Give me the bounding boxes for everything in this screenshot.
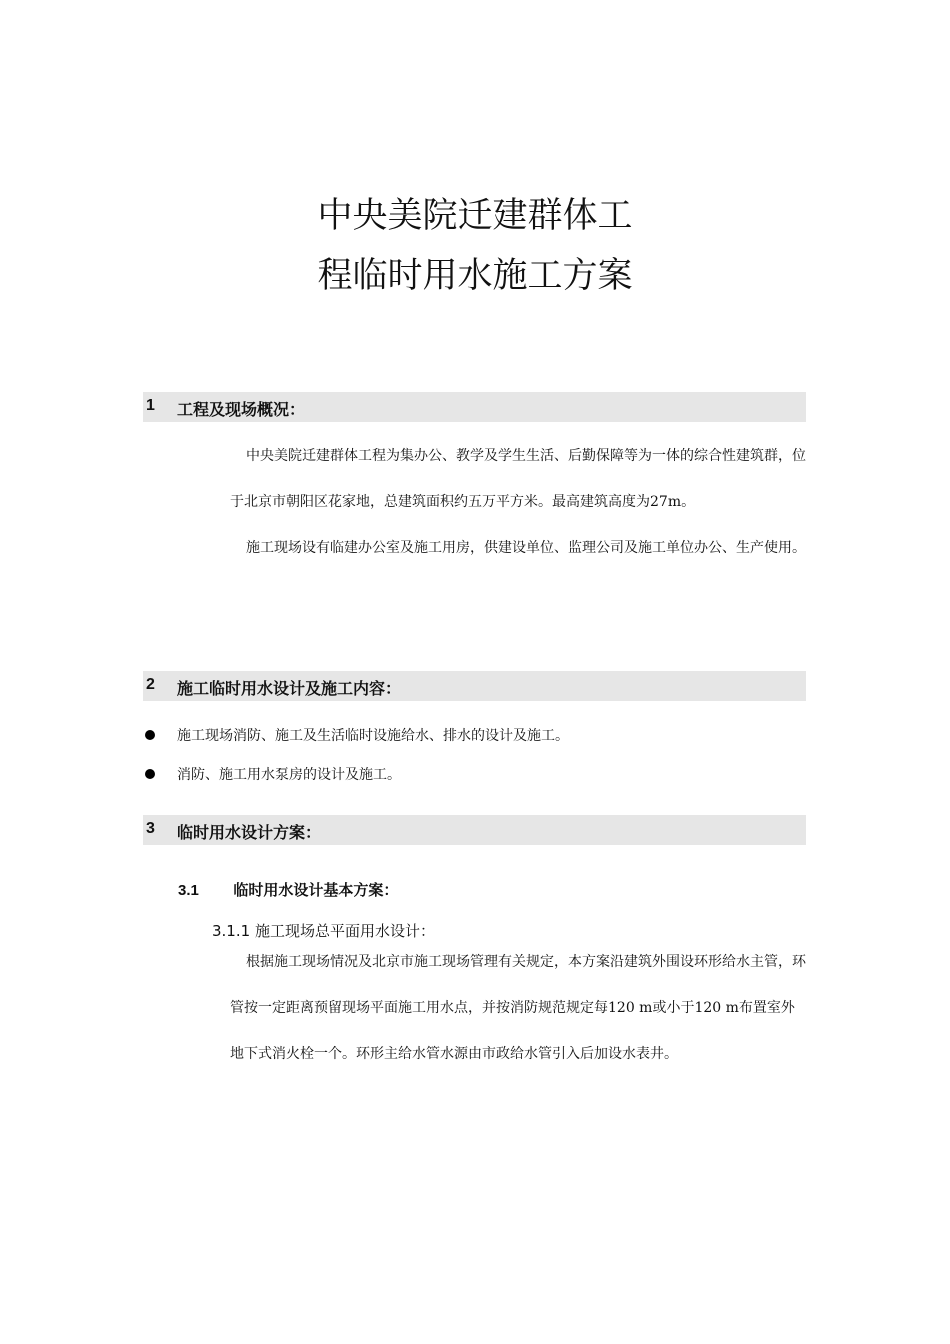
- section-3-heading: [143, 815, 806, 845]
- bullet-dot-icon: [145, 769, 155, 779]
- section-number: 2: [146, 676, 155, 693]
- section-number: 1: [146, 397, 155, 414]
- document-title-line-1: 中央美院迁建群体工: [317, 196, 633, 236]
- subsubsection-title: 施工现场总平面用水设计：: [254, 922, 435, 940]
- section-title: 工程及现场概况：: [177, 400, 306, 419]
- bullet-text: 消防、施工用水泵房的设计及施工。: [177, 767, 401, 783]
- paragraph: 根据施工现场情况及北京市施工现场管理有关规定，本方案沿建筑外围设环形给水主管，环管按一定距离预留现场平面施工用水点，并按消防规范规定每120 m或小于120 m布置室外地下式消火栓一个。环形主给水管水源由市政给水管引入后加设水表井。: [230, 954, 806, 1062]
- subsection-3-1-heading: [178, 879, 398, 900]
- paragraph: 中央美院迁建群体工程为集办公、教学及学生生活、后勤保障等为一体的综合性建筑群，位于北京市朝阳区花家地，总建筑面积约五万平方米。最高建筑高度为27m。: [230, 448, 806, 510]
- subsubsection-number: 3.1.1: [212, 922, 251, 940]
- section-title: 临时用水设计方案：: [177, 823, 322, 842]
- bullet-text: 施工现场消防、施工及生活临时设施给水、排水的设计及施工。: [177, 728, 569, 744]
- section-1-heading: [143, 392, 806, 422]
- section-title: 施工临时用水设计及施工内容：: [177, 679, 402, 698]
- subsubsection-3-1-1-heading: [212, 920, 435, 941]
- subsubsection-3-1-1-body: [230, 939, 806, 1077]
- section-number: 3: [146, 820, 155, 837]
- subsection-number: 3.1: [178, 882, 199, 899]
- bullet-dot-icon: [145, 730, 155, 740]
- subsection-title: 临时用水设计基本方案：: [233, 881, 399, 899]
- section-2-heading: [143, 671, 806, 701]
- section-1-body: [230, 433, 806, 571]
- document-title-line-2: 程临时用水施工方案: [317, 256, 633, 296]
- paragraph: 施工现场设有临建办公室及施工用房，供建设单位、监理公司及施工单位办公、生产使用。: [246, 540, 806, 556]
